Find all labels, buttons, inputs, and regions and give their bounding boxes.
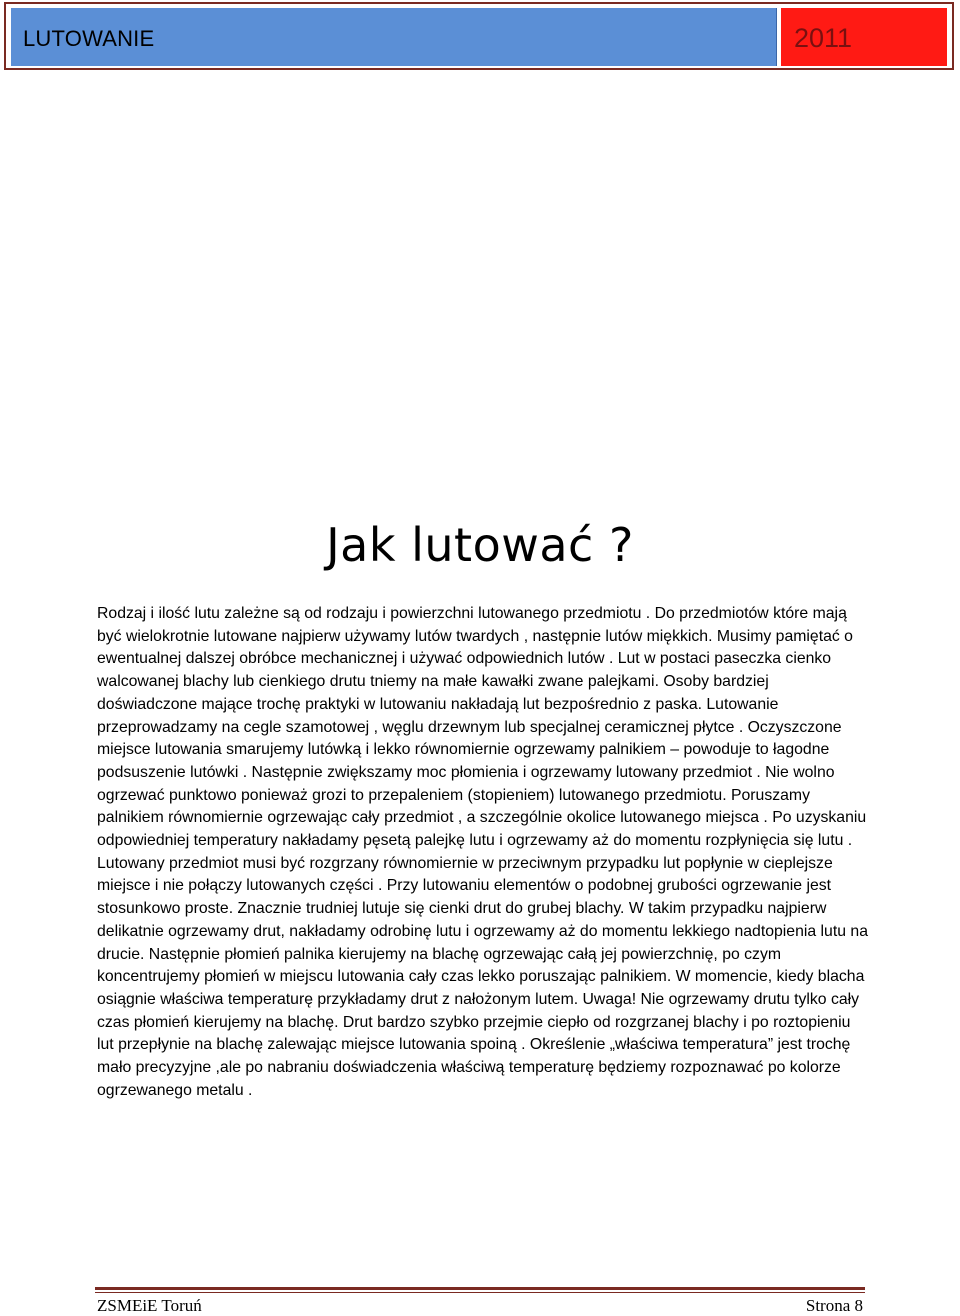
footer-rule-thin <box>95 1292 865 1293</box>
body-paragraph: Rodzaj i ilość lutu zależne są od rodzaju i powierzchni lutowanego przedmiotu . Do przedmiotów które mają być wielokrotnie lutowane najpierw używamy lutów twardych , następnie lutów miękkich. Musimy pamiętać o ewentualnej dalszej obróbce mechanicznej i używać odpowiednich lutów . Lut w postaci paseczka cienko walcowanej blachy lub cienkiego drutu tniemy na małe kawałki zwane palejkami. Osoby bardziej doświadczone mające trochę praktyki w lutowaniu nakładają lut bezpośrednio z paska. Lutowanie przeprowadzamy na cegle szamotowej , węglu drzewnym lub specjalnej ceramicznej płytce . Oczyszczone miejsce lutowania smarujemy lutówką i lekko równomiernie ogrzewamy palnikiem – powoduje to łagodne podsuszenie lutówki . Następnie zwiększamy moc płomienia i ogrzewamy lutowany przedmiot . Nie wolno ogrzewać punktowo ponieważ grozi to przepaleniem (stopieniem) lutowanego przedmiotu. Poruszamy palnikiem równomiernie ogrzewając cały przedmiot , a szczególnie okolice lutowanego miejsca . Po uzyskaniu odpowiedniej temperatury nakładamy pęsetą palejkę lutu i ogrzewamy aż do momentu rozpłynięcia się lutu . Lutowany przedmiot musi być rozgrzany równomiernie w przeciwnym przypadku lut popłynie w cieplejsze miejsce i nie połączy lutowanych części . Przy lutowaniu elementów o podobnej grubości ogrzewanie jest stosunkowo proste. Znacznie trudniej lutuje się cienki drut do grubej blachy. W takim przypadku najpierw delikatnie ogrzewamy drut, nakładamy odrobinę lutu i ogrzewamy aż do momentu lekkiego nadtopienia lutu na drucie. Następnie płomień palnika kierujemy na blachę ogrzewając całą jej powierzchnię, po czym koncentrujemy płomień w miejscu lutowania cały czas lekko poruszając palnikiem. W momencie, kiedy blacha osiągnie właściwa temperaturę przykładamy drut z nałożonym lutem. Uwaga! Nie ogrzewamy drutu tylko cały czas płomień kierujemy na blachę. Drut bardzo szybko przejmie ciepło od rozgrzanej blachy i po roztopieniu lut przepłynie na blachę zalewając miejsce lutowania spoiną . Określenie „właściwa temperatura” jest trochę mało precyzyjne ,ale po nabraniu doświadczenia właściwą temperaturę będziemy rozpoznawać po kolorze ogrzewanego metalu . <box>97 605 868 1099</box>
page-title: Jak lutować ? <box>326 518 634 572</box>
footer-page-number: Strona 8 <box>805 1296 863 1315</box>
footer-school: ZSMEiE Toruń <box>97 1296 202 1315</box>
header-year: 2011 <box>794 23 853 53</box>
page-header <box>4 2 954 70</box>
header-title: LUTOWANIE <box>23 26 155 51</box>
header-title-box <box>11 8 777 66</box>
header-year-box <box>781 8 947 66</box>
footer-rule-thick <box>95 1287 865 1290</box>
